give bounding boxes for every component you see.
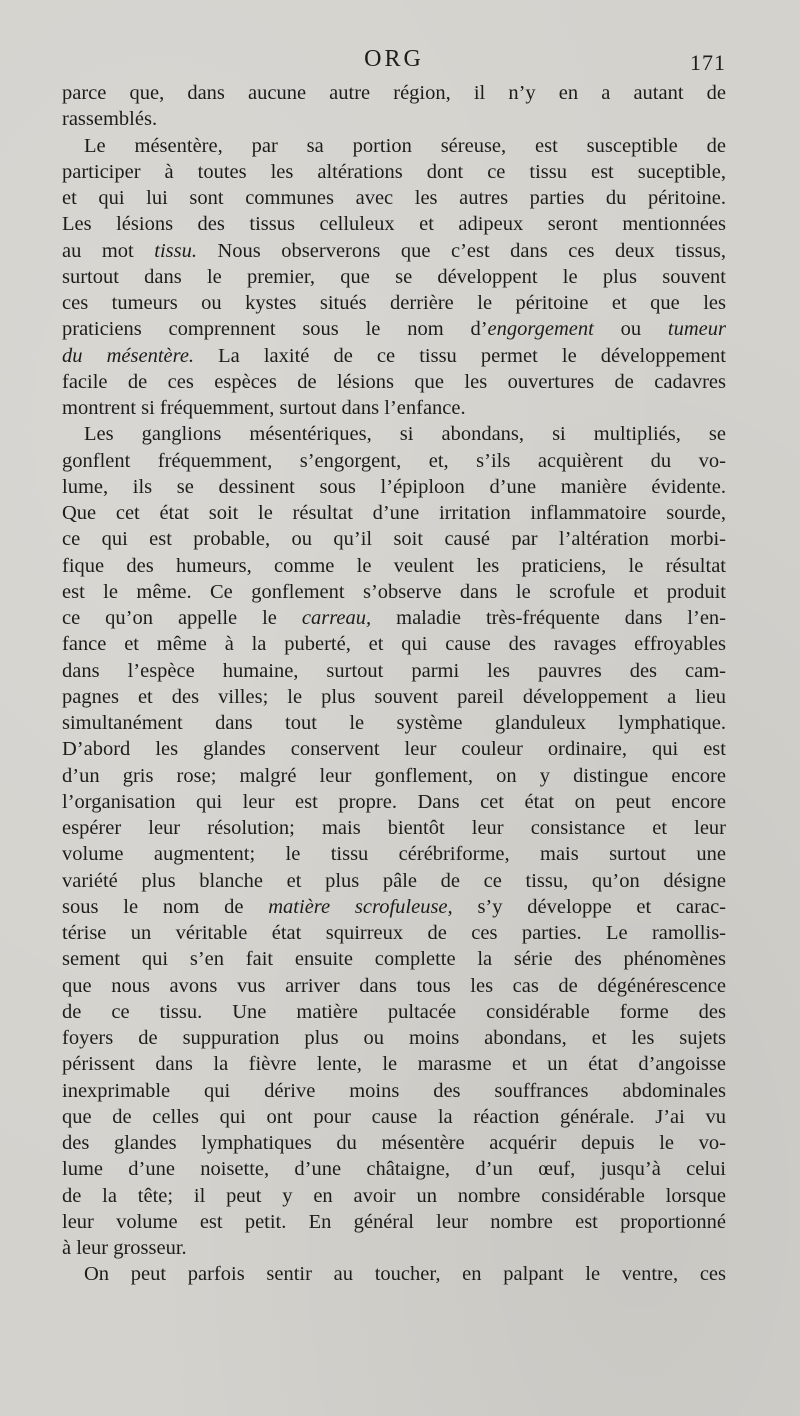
- text-segment: des glandes lymphatiques du mésentère acquérir depuis le vo-: [62, 1132, 726, 1154]
- text-segment: inexprimable qui dérive moins des souffrances abdominales: [62, 1079, 726, 1102]
- text-line: [62, 605, 726, 631]
- text-line: [62, 1051, 726, 1077]
- text-line: [62, 710, 726, 736]
- text-line: [62, 763, 726, 789]
- text-segment: au mot: [62, 239, 155, 262]
- text-segment: variété plus blanche et plus pâle de ce tissu, qu’on désigne: [62, 869, 726, 892]
- text-line: [62, 736, 726, 762]
- text-segment: l’organisation qui leur est propre. Dans cet état on peut encore: [62, 790, 726, 813]
- italic-term: tissu.: [154, 239, 197, 262]
- text-segment: simultanément dans tout le système glanduleux lymphatique.: [62, 712, 726, 734]
- text-segment: que nous avons vus arriver dans tous les cas de dégénérescence: [62, 974, 726, 997]
- text-line: [62, 815, 726, 841]
- text-line: [62, 894, 726, 920]
- text-segment: maladie très-fréquente dans l’en-: [371, 607, 726, 629]
- text-segment: pagnes et des villes; le plus souvent pareil développement a lieu: [62, 685, 726, 708]
- text-segment: lume, ils se dessinent sous l’épiploon d’une manière évidente.: [62, 475, 726, 498]
- text-segment: volume augmentent; le tissu cérébriforme, mais surtout une: [62, 843, 726, 866]
- text-line: [62, 421, 726, 447]
- text-line: [62, 448, 726, 474]
- text-segment: périssent dans la fièvre lente, le marasme et un état d’angoisse: [62, 1053, 726, 1076]
- text-line: [62, 185, 726, 211]
- text-line: [62, 106, 726, 132]
- text-line: [62, 999, 726, 1025]
- text-segment: que de celles qui ont pour cause la réaction générale. J’ai vu: [62, 1105, 726, 1128]
- text-line: [62, 316, 726, 342]
- text-line: [62, 1261, 726, 1287]
- text-line: [62, 238, 726, 264]
- text-line: [62, 789, 726, 815]
- text-line: [62, 1209, 726, 1235]
- text-line: [62, 868, 726, 894]
- text-line: [62, 946, 726, 972]
- text-segment: ce qu’on appelle le: [62, 607, 302, 629]
- text-line: [62, 1130, 726, 1156]
- text-line: [62, 1104, 726, 1130]
- text-segment: facile de ces espèces de lésions que les ouvertures de cadavres: [62, 370, 726, 393]
- text-segment: est le même. Ce gonflement s’observe dans le scrofule et produit: [62, 580, 726, 603]
- italic-term: carreau,: [301, 607, 372, 629]
- text-line: [62, 1235, 726, 1261]
- text-segment: ou: [593, 318, 668, 341]
- italic-term: du mésentère.: [62, 344, 195, 367]
- body-text: [62, 80, 726, 1288]
- italic-term: tumeur: [667, 318, 726, 341]
- text-segment: Les ganglions mésentériques, si abondans, si multipliés, se: [84, 423, 726, 446]
- text-line: [62, 500, 726, 526]
- text-line: [62, 684, 726, 710]
- italic-term: engorgement: [487, 318, 594, 341]
- text-line: [62, 133, 726, 159]
- text-line: [62, 1183, 726, 1209]
- text-segment: s’y développe et carac-: [452, 895, 726, 918]
- text-line: [62, 369, 726, 395]
- text-segment: ce qui est probable, ou qu’il soit causé par l’altération morbi-: [62, 528, 726, 551]
- text-segment: térise un véritable état squirreux de ces parties. Le ramollis-: [62, 922, 726, 944]
- text-line: [62, 395, 726, 421]
- text-segment: Les lésions des tissus celluleux et adipeux seront mentionnées: [62, 213, 726, 236]
- text-line: [62, 1078, 726, 1104]
- text-segment: surtout dans le premier, que se développent le plus souvent: [62, 265, 726, 288]
- text-line: [62, 553, 726, 579]
- text-segment: gonflent fréquemment, s’engorgent, et, s’ils acquièrent du vo-: [62, 449, 726, 472]
- page-header: [62, 46, 726, 80]
- text-segment: dans l’espèce humaine, surtout parmi les pauvres des cam-: [62, 659, 726, 682]
- text-segment: d’un gris rose; malgré leur gonflement, on y distingue encore: [62, 764, 726, 787]
- text-segment: fique des humeurs, comme le veulent les praticiens, le résultat: [62, 554, 726, 577]
- text-segment: à leur grosseur.: [62, 1237, 187, 1259]
- text-segment: Que cet état soit le résultat d’une irritation inflammatoire sourde,: [62, 502, 726, 524]
- italic-term: matière scrofuleuse,: [268, 895, 453, 918]
- text-line: [62, 973, 726, 999]
- text-segment: fance et même à la puberté, et qui cause des ravages effroyables: [62, 633, 726, 656]
- text-segment: parce que, dans aucune autre région, il n’y en a autant de: [62, 82, 726, 104]
- text-segment: participer à toutes les altérations dont ce tissu est suceptible,: [62, 160, 726, 183]
- text-segment: Le mésentère, par sa portion séreuse, est susceptible de: [84, 134, 726, 157]
- text-segment: foyers de suppuration plus ou moins abondans, et les sujets: [62, 1027, 726, 1049]
- text-line: [62, 631, 726, 657]
- text-line: [62, 290, 726, 316]
- text-segment: espérer leur résolution; mais bientôt leur consistance et leur: [62, 817, 726, 839]
- text-line: [62, 159, 726, 185]
- text-line: [62, 920, 726, 946]
- text-segment: leur volume est petit. En général leur nombre est proportionné: [62, 1210, 726, 1233]
- text-segment: La laxité de ce tissu permet le développement: [194, 344, 726, 367]
- text-segment: praticiens comprennent sous le nom d’: [62, 318, 488, 341]
- text-segment: sous le nom de: [62, 895, 269, 918]
- text-line: [62, 1025, 726, 1051]
- text-line: [62, 264, 726, 290]
- text-segment: ces tumeurs ou kystes situés derrière le péritoine et que les: [62, 292, 726, 314]
- page-number: 171: [690, 50, 726, 75]
- text-segment: et qui lui sont communes avec les autres parties du péritoine.: [62, 187, 726, 209]
- text-segment: rassemblés.: [62, 108, 158, 131]
- text-line: [62, 1156, 726, 1182]
- text-line: [62, 526, 726, 552]
- text-segment: de ce tissu. Une matière pultacée considérable forme des: [62, 1000, 726, 1023]
- text-segment: montrent si fréquemment, surtout dans l’enfance.: [62, 397, 466, 419]
- text-line: [62, 80, 726, 106]
- text-line: [62, 211, 726, 237]
- text-segment: Nous observerons que c’est dans ces deux tissus,: [197, 239, 726, 262]
- text-line: [62, 474, 726, 500]
- running-head: ORG: [364, 46, 424, 72]
- text-line: [62, 841, 726, 867]
- text-segment: lume d’une noisette, d’une châtaigne, d’un œuf, jusqu’à celui: [62, 1158, 726, 1181]
- text-segment: sement qui s’en fait ensuite complette la série des phénomènes: [62, 948, 726, 971]
- text-line: [62, 579, 726, 605]
- text-segment: D’abord les glandes conservent leur couleur ordinaire, qui est: [62, 738, 726, 761]
- text-line: [62, 343, 726, 369]
- text-line: [62, 658, 726, 684]
- text-segment: On peut parfois sentir au toucher, en palpant le ventre, ces: [84, 1263, 726, 1286]
- text-segment: de la tête; il peut y en avoir un nombre considérable lorsque: [62, 1184, 726, 1207]
